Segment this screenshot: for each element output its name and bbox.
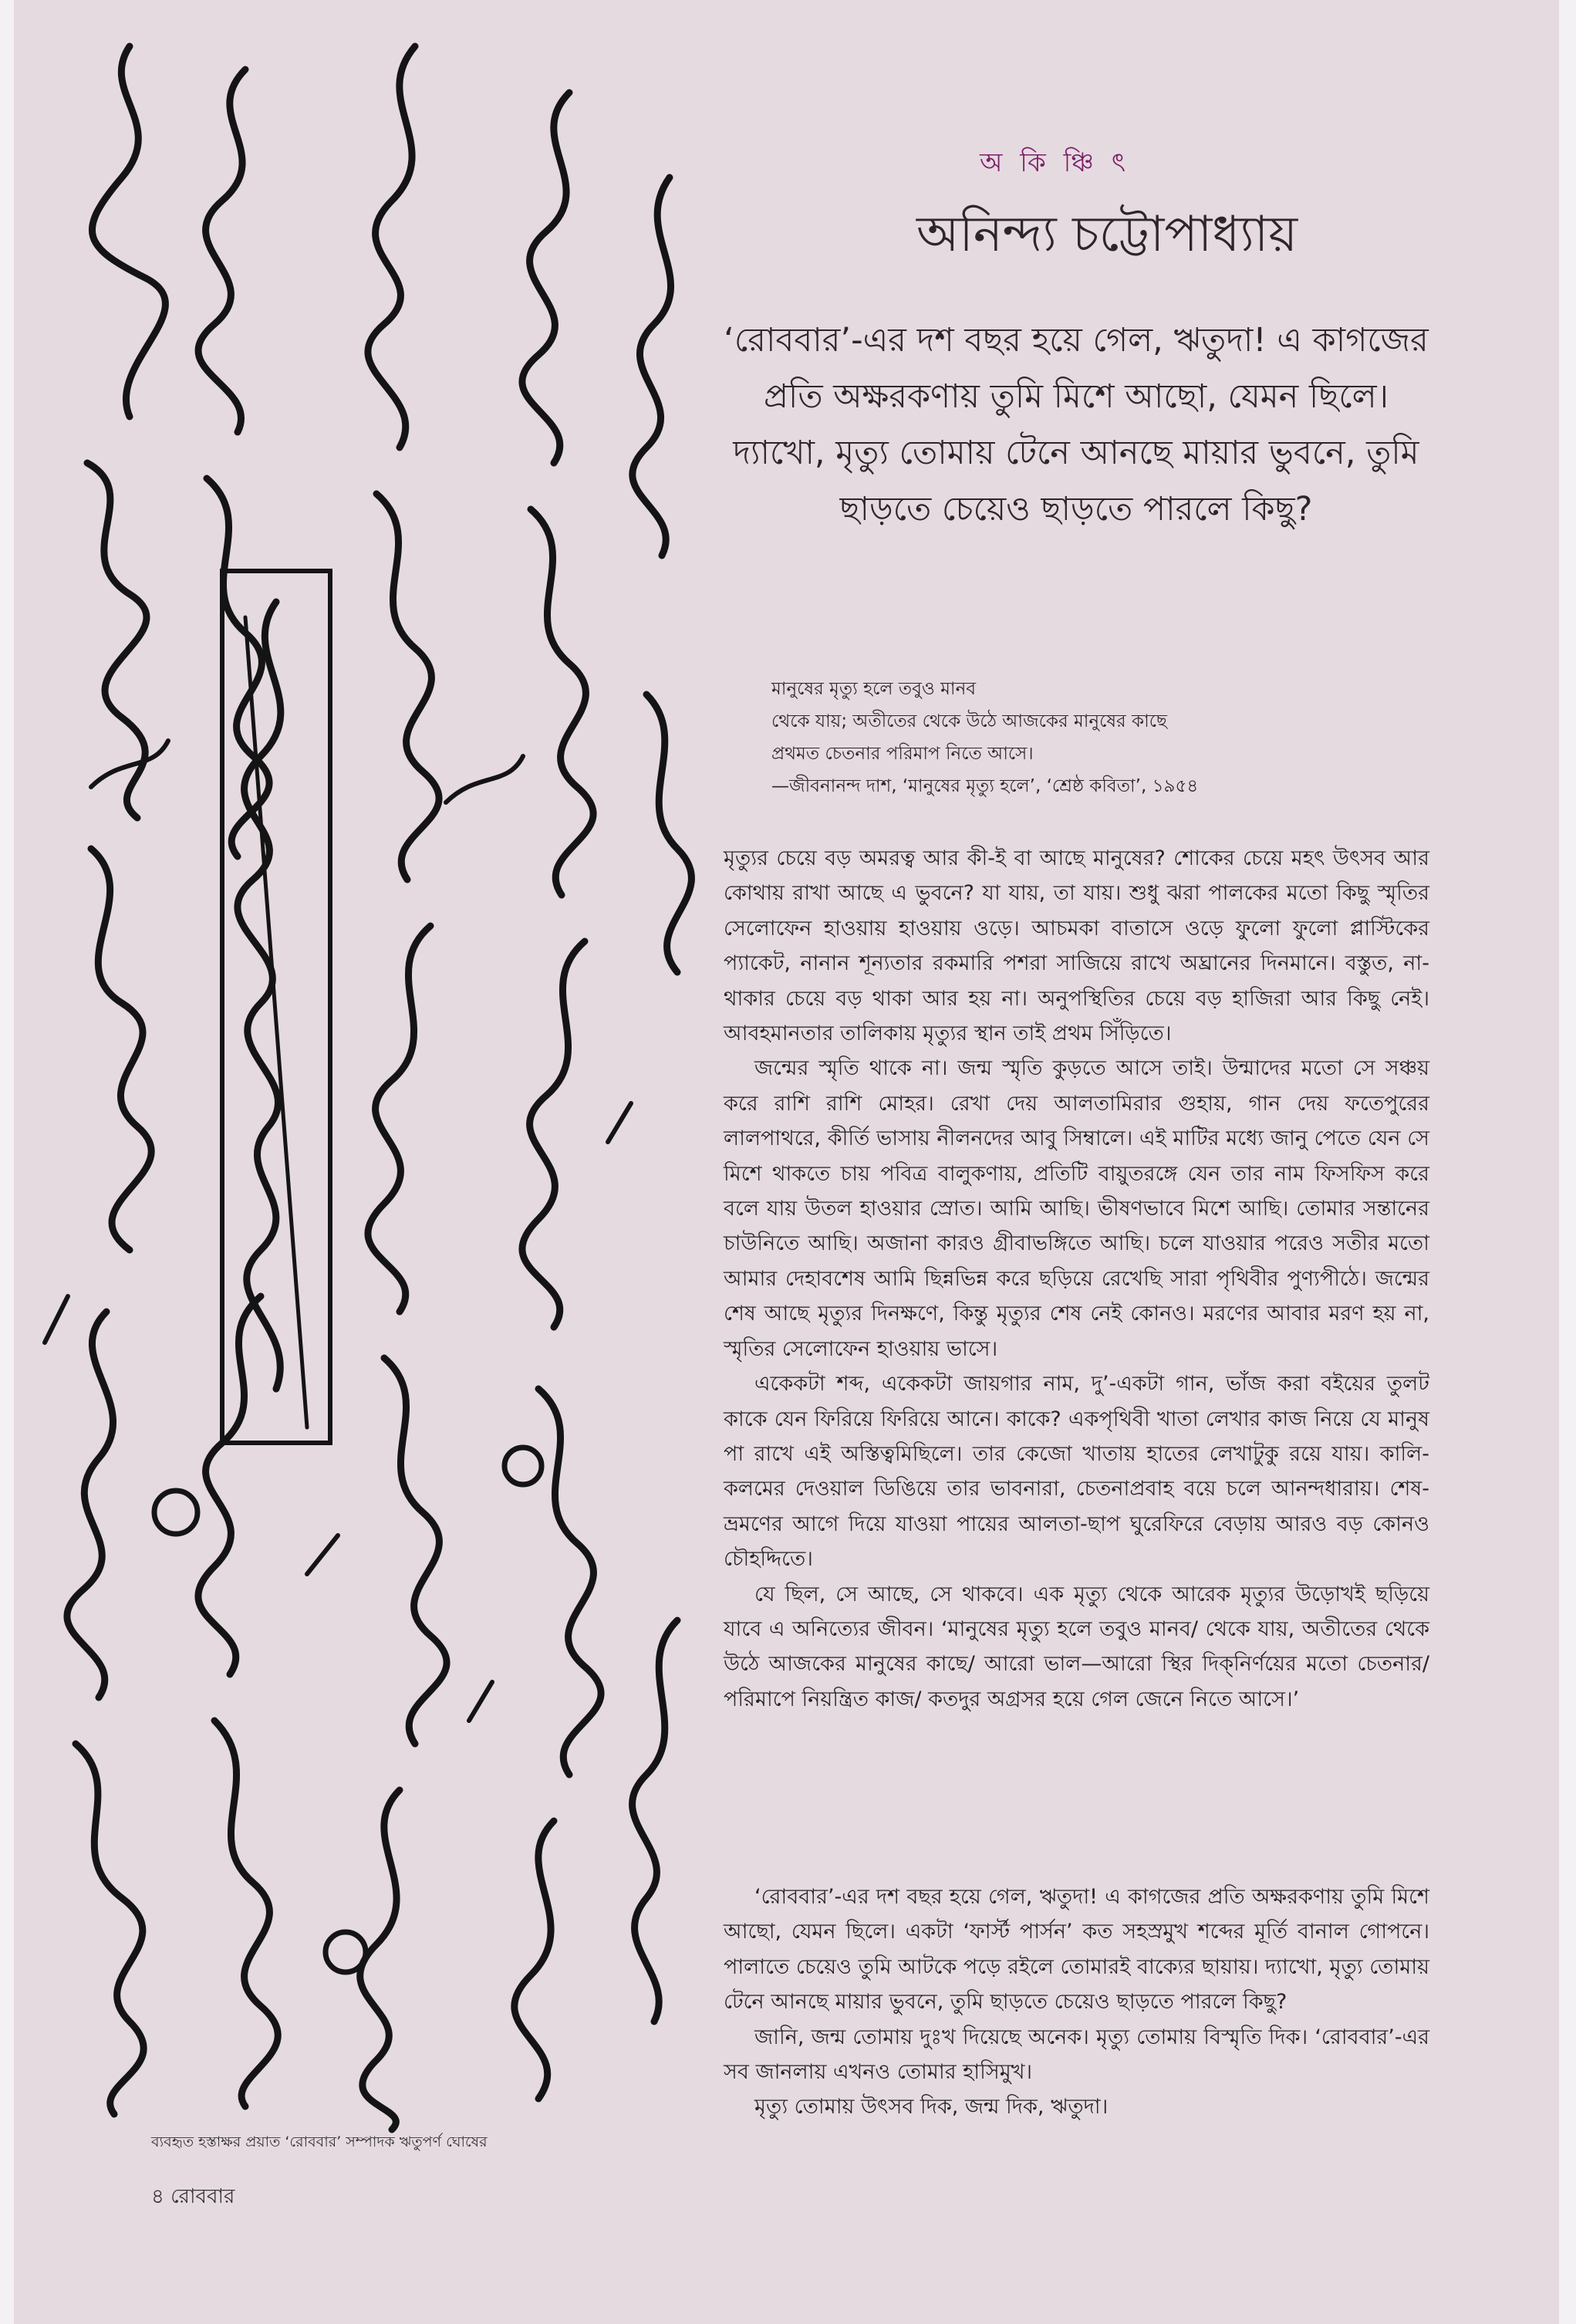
author-name: অনিন্দ্য চট্টোপাধ্যায় <box>916 206 1298 263</box>
page-folio: ৪ রোববার <box>151 2185 235 2208</box>
article-body <box>724 841 1429 1717</box>
body-paragraph: মৃত্যু তোমায় উৎসব দিক, জন্ম দিক, ঋতুদা। <box>754 2095 1109 2120</box>
body-paragraph: মৃত্যুর চেয়ে বড় অমরত্ব আর কী-ই বা আছে মানুষের? শোকের চেয়ে মহৎ উৎসব আর কোথায় রাখা আছে এ ভুবনে? যা যায়, তা যায়। শুধু ঝরা পালকের মতো কিছু স্মৃতির সেলোফেন হাওয়ায় হাওয়ায় ওড়ে। আচমকা বাতাসে ওড়ে ফুলো ফুলো প্লাস্টিকের প্যাকেট, নানান শূন্যতার রকমারি পশরা সাজিয়ে রাখে অঘ্রানের দিনমানে। বস্তুত, না-থাকার চেয়ে বড় থাকা আর হয় না। অনুপস্থিতির চেয়ে বড় হাজিরা আর কিছু নেই। আবহমানতার তালিকায় মৃত্যুর স্থান তাই প্রথম সিঁড়িতে। <box>724 846 1429 1046</box>
epigraph-attribution: —জীবনানন্দ দাশ, ‘মানুষের মৃত্যু হলে’, ‘শ্রেষ্ঠ কবিতা’, ১৯৫৪ <box>771 776 1199 796</box>
body-paragraph: জানি, জন্ম তোমায় দুঃখ দিয়েছে অনেক। মৃত্যু তোমায় বিস্মৃতি দিক। ‘রোববার’-এর সব জানলায় এখনও তোমার হাসিমুখ। <box>724 2025 1429 2085</box>
body-paragraph: ‘রোববার’-এর দশ বছর হয়ে গেল, ঋতুদা! এ কাগজের প্রতি অক্ষরকণায় তুমি মিশে আছো, যেমন ছিলে। একটা ‘ফার্স্ট পার্সন’ কত সহস্রমুখ শব্দের মূর্তি বানাল গোপনে। পালাতে চেয়েও তুমি আটকে পড়ে রইলে তোমারই বাক্যের ছায়ায়। দ্যাখো, মৃত্যু তোমায় টেনে আনছে মায়ার ভুবনে, তুমি ছাড়তে চেয়েও ছাড়তে পারলে কিছু? <box>724 1885 1429 2015</box>
epigraph-line: মানুষের মৃত্যু হলে তবুও মানব <box>771 679 977 699</box>
epigraph <box>771 673 1404 802</box>
handwritten-manuscript-image <box>14 0 708 2153</box>
body-paragraph: একেকটা শব্দ, একেকটা জায়গার নাম, দু’-একটা গান, ভাঁজ করা বইয়ের তুলট কাকে যেন ফিরিয়ে ফিরিয়ে আনে। কাকে? একপৃথিবী খাতা লেখার কাজ নিয়ে যে মানুষ পা রাখে এই অস্তিত্বমিছিলে। তার কেজো খাতায় হাতের লেখাটুকু রয়ে যায়। কালি-কলমের দেওয়াল ডিঙিয়ে তার ভাবনারা, চেতনাপ্রবাহ বয়ে চলে আনন্দধারায়। শেষ-ভ্রমণের আগে দিয়ে যাওয়া পায়ের আলতা-ছাপ ঘুরেফিরে বেড়ায় আরও বড় কোনও চৌহদ্দিতে। <box>724 1372 1429 1572</box>
handwriting-illustration <box>14 0 708 2153</box>
body-paragraph: যে ছিল, সে আছে, সে থাকবে। এক মৃত্যু থেকে আরেক মৃত্যুর উড়োখই ছড়িয়ে যাবে এ অনিত্যের জীবন। ‘মানুষের মৃত্যু হলে তবুও মানব/ থেকে যায়, অতীতের থেকে উঠে আজকের মানুষের কাছে/ আরো ভাল—আরো স্থির দিক্‌নির্ণয়ের মতো চেতনার/ পরিমাপে নিয়ন্ত্রিত কাজ/ কতদুর অগ্রসর হয়ে গেল জেনে নিতে আসে।’ <box>724 1582 1429 1711</box>
section-kicker: অ কি ঞ্চি ৎ <box>980 147 1130 178</box>
handwriting-credit: ব্যবহৃত হস্তাক্ষর প্রয়াত ‘রোববার’ সম্পাদক ঋতুপর্ণ ঘোষের <box>151 2133 488 2150</box>
article-closing <box>724 1880 1429 2125</box>
body-paragraph: জন্মের স্মৃতি থাকে না। জন্ম স্মৃতি কুড়তে আসে তাই। উন্মাদের মতো সে সঞ্চয় করে রাশি রাশি মোহর। রেখা দেয় আলতামিরার গুহায়, গান দেয় ফতেপুরের লালপাথরে, কীর্তি ভাসায় নীলনদের আবু সিম্বালে। এই মাটির মধ্যে জানু পেতে যেন সে মিশে থাকতে চায় পবিত্র বালুকণায়, প্রতিটি বায়ুতরঙ্গে যেন তার নাম ফিসফিস করে বলে যায় উতল হাওয়ার স্রোত। আমি আছি। ভীষণভাবে মিশে আছি। তোমার সন্তানের চাউনিতে আছি। অজানা কারও গ্রীবাভঙ্গিতে আছি। চলে যাওয়ার পরেও সতীর মতো আমার দেহাবশেষ আমি ছিন্নভিন্ন করে ছড়িয়ে রেখেছি সারা পৃথিবীর পুণ্যপীঠে। জন্মের শেষ আছে মৃত্যুর দিনক্ষণে, কিন্তু মৃত্যুর শেষ নেই কোনও। মরণের আবার মরণ হয় না, স্মৃতির সেলোফেন হাওয়ায় ভাসে। <box>724 1056 1429 1361</box>
epigraph-line: থেকে যায়; অতীতের থেকে উঠে আজকের মানুষের কাছে <box>771 711 1167 731</box>
epigraph-line: প্রথমত চেতনার পরিমাপ নিতে আসে। <box>771 744 1034 764</box>
pull-quote: ‘রোববার’-এর দশ বছর হয়ে গেল, ঋতুদা! এ কাগজের প্রতি অক্ষরকণায় তুমি মিশে আছো, যেমন ছিলে। দ্যাখো, মৃত্যু তোমায় টেনে আনছে মায়ার ভুবনে, তুমি ছাড়তে চেয়েও ছাড়তে পারলে কিছু? <box>724 321 1429 529</box>
